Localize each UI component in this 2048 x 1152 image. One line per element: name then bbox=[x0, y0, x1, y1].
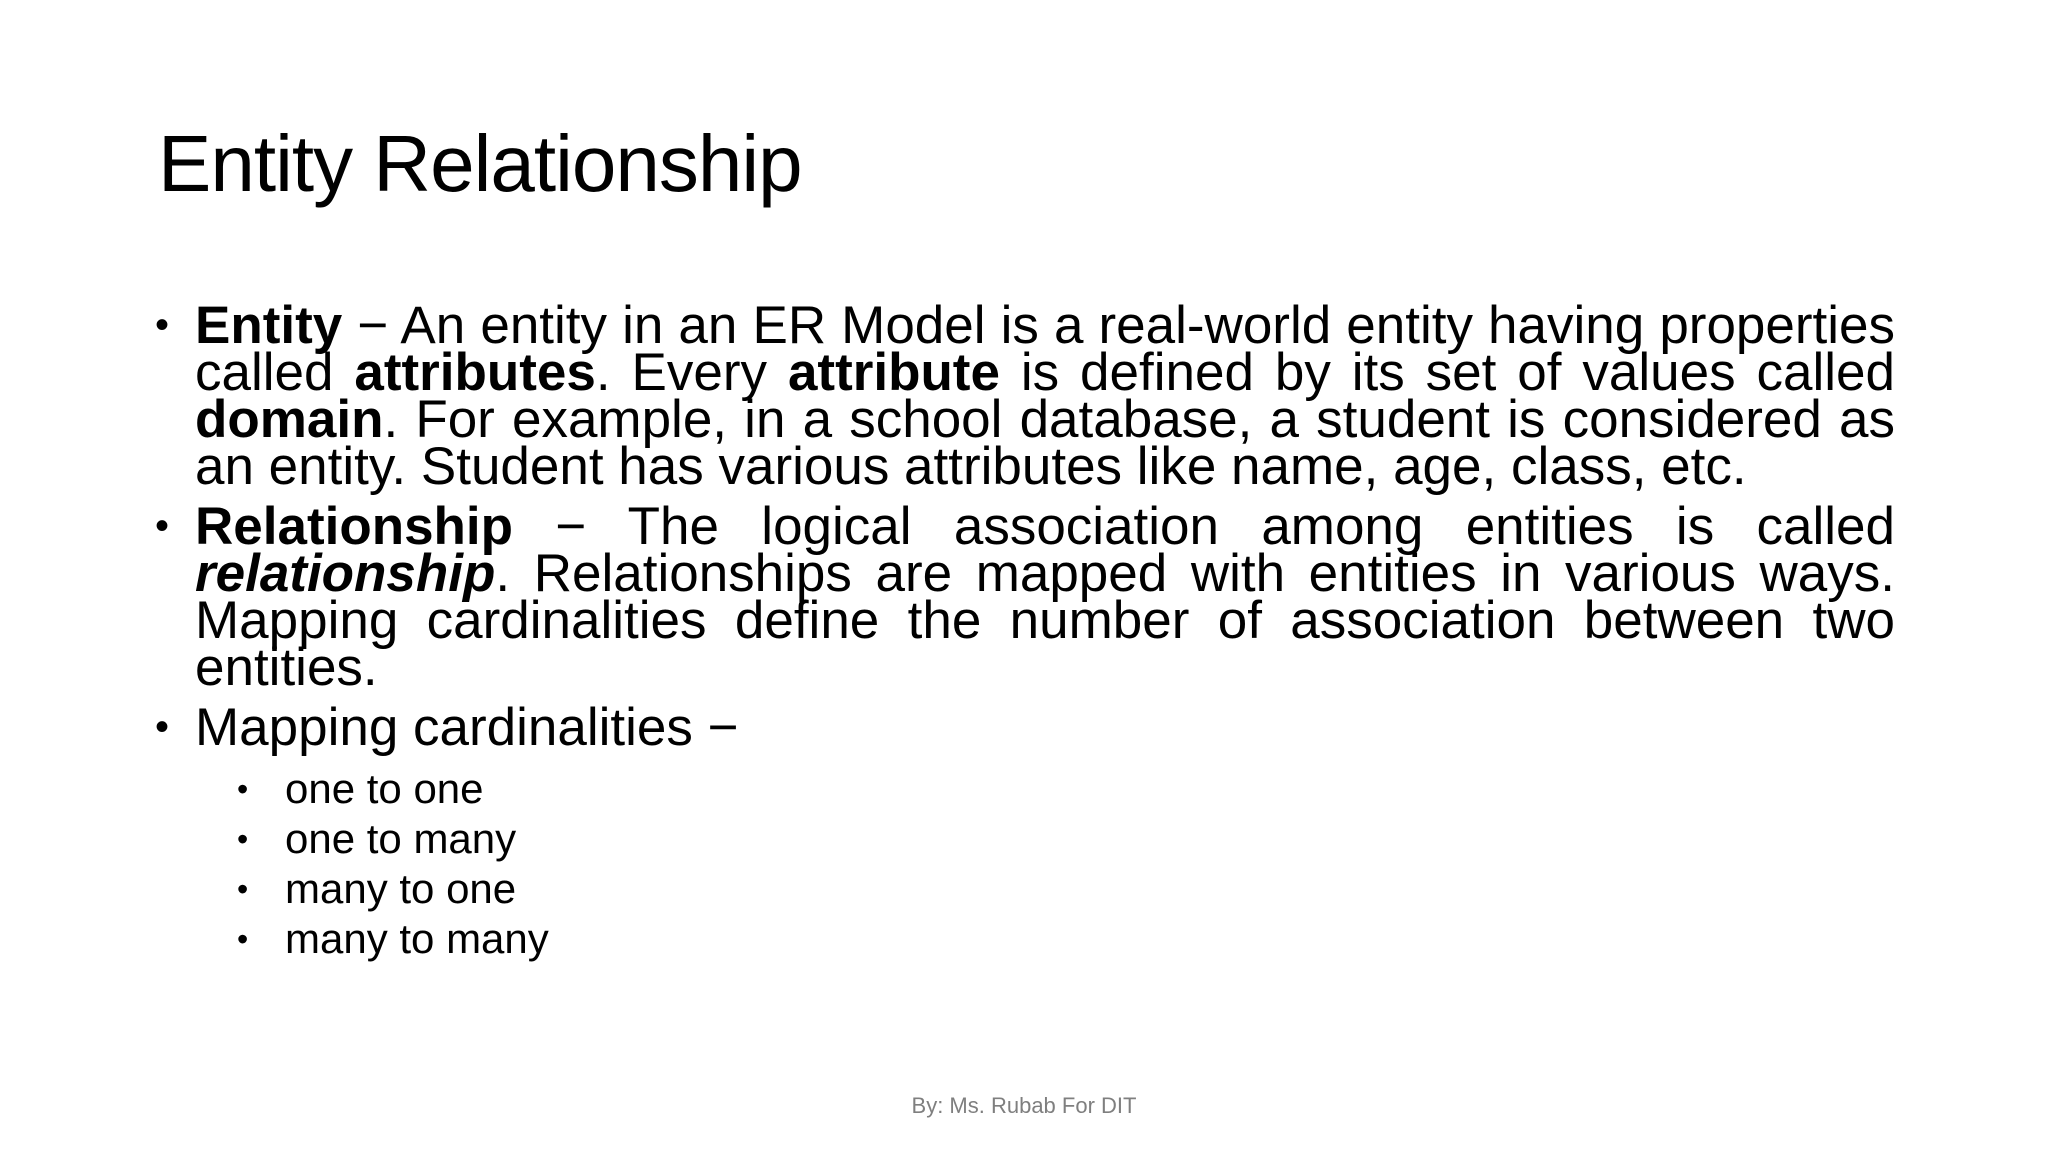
cardinality-label: one to one bbox=[285, 765, 484, 812]
relationship-text-1: − The logical association among entities is called bbox=[513, 497, 1895, 556]
term-attribute: attribute bbox=[787, 343, 1000, 402]
cardinality-label: many to many bbox=[285, 915, 549, 962]
list-item bbox=[237, 814, 1895, 864]
cardinality-label: many to one bbox=[285, 865, 517, 912]
bullet-dot: • bbox=[237, 821, 249, 857]
cardinality-label: one to many bbox=[285, 815, 517, 862]
entity-text-1: − An entity in an ER Model is a real-world entity having properties called bbox=[195, 296, 1895, 402]
slide-body bbox=[155, 296, 1896, 964]
cardinality-list bbox=[237, 764, 1895, 964]
bullet-dot: • bbox=[155, 705, 170, 749]
bullet-dot: • bbox=[155, 303, 170, 347]
term-entity: Entity bbox=[195, 296, 343, 355]
entity-text-4: . For example, in a school database, a student is considered as an entity. Student has various attributes like name, age, class, etc. bbox=[195, 390, 1895, 496]
term-relationship: Relationship bbox=[195, 497, 514, 556]
list-item bbox=[237, 864, 1895, 914]
list-item bbox=[237, 914, 1895, 964]
slide-title: Entity Relationship bbox=[158, 119, 802, 208]
bullet-dot: • bbox=[237, 771, 249, 807]
bullet-mapping-cardinalities bbox=[155, 698, 1895, 757]
bullet-dot: • bbox=[237, 871, 249, 907]
slide-footer: By: Ms. Rubab For DIT bbox=[911, 1093, 1137, 1118]
bullet-relationship bbox=[155, 497, 1895, 697]
term-relationship-italic: relationship bbox=[195, 544, 496, 603]
entity-text-3: is defined by its set of values called bbox=[999, 343, 1896, 402]
term-domain: domain bbox=[195, 390, 384, 449]
bullet-entity bbox=[155, 296, 1896, 496]
mapping-cardinalities-text: Mapping cardinalities − bbox=[195, 698, 739, 757]
entity-text-2: . Every bbox=[595, 343, 788, 402]
list-item bbox=[237, 764, 1895, 814]
bullet-dot: • bbox=[155, 504, 170, 548]
bullet-dot: • bbox=[237, 921, 249, 957]
relationship-text-2: . Relationships are mapped with entities in various ways. Mapping cardinalities define the number of association between two entities. bbox=[195, 544, 1895, 697]
term-attributes: attributes bbox=[354, 343, 596, 402]
